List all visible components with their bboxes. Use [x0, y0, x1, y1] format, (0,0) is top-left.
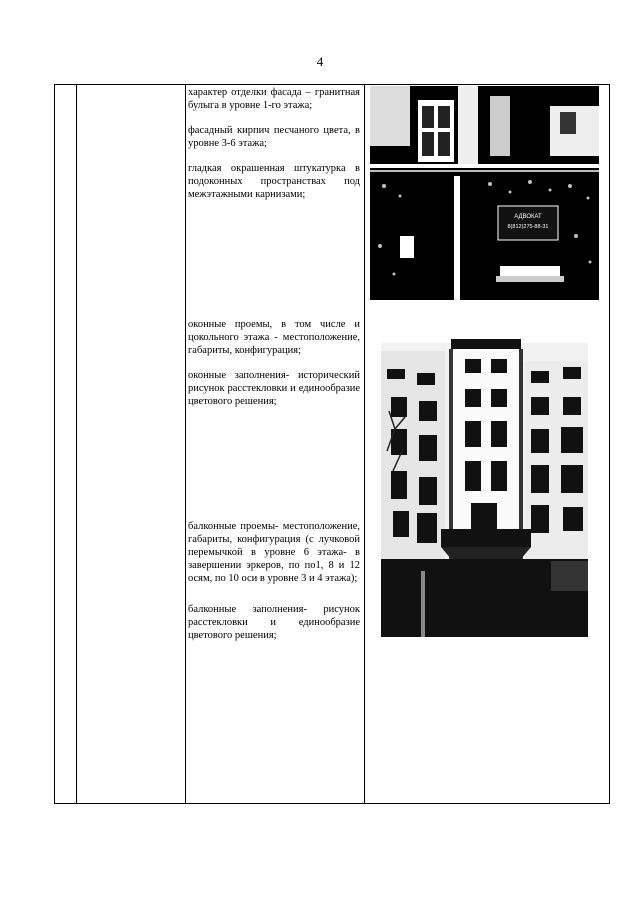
column-divider-2	[185, 85, 186, 803]
column-divider-3	[364, 85, 365, 803]
paragraph-facade-finish: характер отделки фасада – гранитная булыга в уровне 1-го этажа;	[188, 87, 360, 111]
paragraph-facade-brick: фасадный кирпич песчаного цвета, в уровне 3-6 этажа;	[188, 125, 360, 149]
sign-text-line-1: АДВОКАТ	[514, 214, 542, 220]
paragraph-window-openings: оконные проемы, в том числе и цокольного этажа - местоположение, габариты, конфигурация;	[188, 319, 360, 356]
paragraph-balcony-fillings: балконные заполнения- рисунок расстекловки и единообразие цветового решения;	[188, 604, 360, 641]
sign-text-line-2: 8(812)275-88-31	[507, 224, 549, 230]
balcony-block	[188, 520, 360, 642]
facade-photo-bay-windows	[381, 331, 588, 637]
paragraph-plaster: гладкая окрашенная штукатурка в подоконных пространствах под межэтажными карнизами;	[188, 163, 360, 200]
page-number: 4	[316, 54, 324, 69]
facade-photo-ground-floor	[370, 86, 599, 300]
column-divider-1	[76, 85, 77, 803]
window-block	[188, 318, 360, 408]
facade-photo-bay-windows-image	[381, 331, 588, 637]
facade-finish-block	[188, 86, 360, 201]
paragraph-window-fillings: оконные заполнения- исторический рисунок расстекловки и единообразие цветового решения;	[188, 370, 360, 407]
paragraph-balcony-openings: балконные проемы- местоположение, габариты, конфигурация (с лучковой перемычкой в уровне 6 этажа- в завершении эркеров, по по1, 8 и 12 осям, по 10 оси в уровне 3 и 4 этажа);	[188, 521, 360, 584]
facade-photo-ground-floor-image	[370, 86, 599, 300]
